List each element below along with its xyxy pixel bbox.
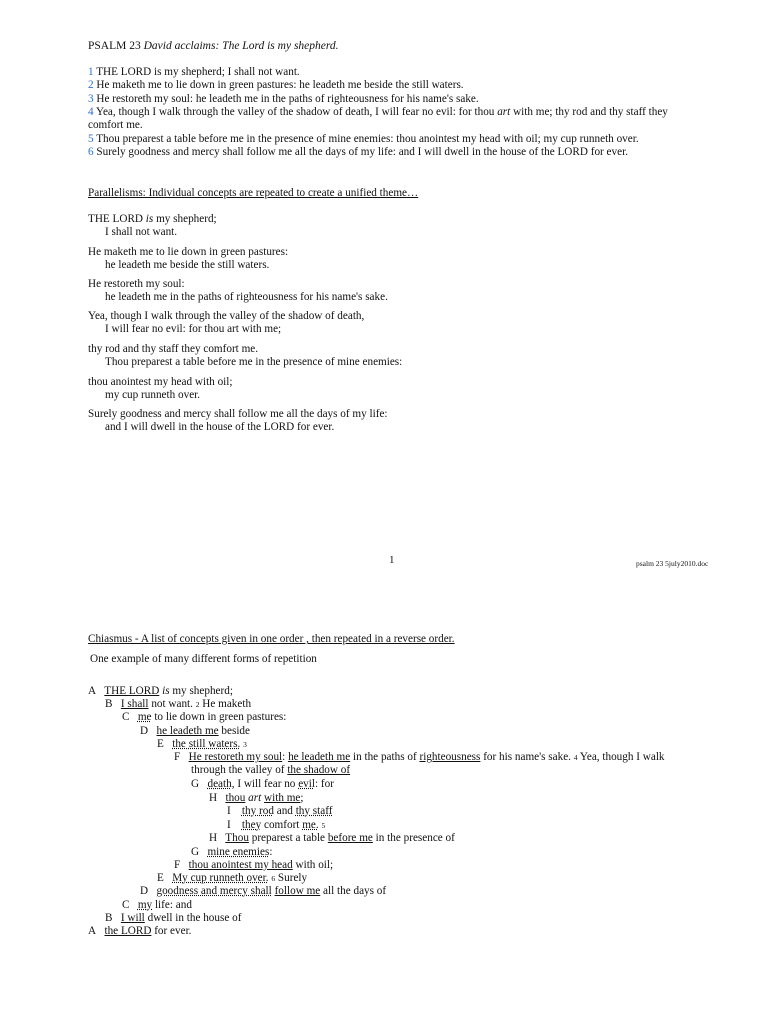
text: preparest a table — [251, 832, 326, 844]
verse-number: 5 — [321, 821, 326, 830]
psalm-title: PSALM 23 — [88, 40, 141, 52]
verse-number: 5 — [88, 133, 94, 145]
parallelisms-heading: Parallelisms: Individual concepts are repeated to create a unified theme… — [88, 187, 419, 199]
chiasmus-letter: D — [140, 885, 149, 897]
text: through the valley of — [191, 764, 285, 776]
verse-number: 3 — [243, 740, 247, 749]
text: , I will fear no — [231, 778, 296, 790]
underlined-text: Thou — [225, 832, 249, 844]
chiasmus-line — [157, 872, 307, 885]
verse-number: 6 — [88, 146, 94, 158]
verse-3 — [88, 93, 479, 106]
underlined-text: me. — [302, 819, 319, 831]
page-title — [88, 40, 339, 53]
file-name: psalm 23 5july2010.doc — [636, 559, 709, 568]
verse-number: 2 — [195, 700, 200, 709]
text: beside — [221, 725, 250, 737]
chiasmus-line — [105, 912, 241, 925]
chiasmus-letter: G — [191, 846, 200, 858]
text: to lie down in green pastures: — [154, 711, 287, 723]
text: all the days of — [323, 885, 387, 897]
text: my shepherd; — [172, 685, 233, 697]
text: Surely — [277, 872, 308, 884]
parallel-line-a: He restoreth my soul: — [88, 278, 185, 290]
chiasmus-line — [140, 725, 250, 738]
text: with oil; — [295, 859, 334, 871]
text: for his name's sake. — [483, 751, 571, 763]
parallel-line-a: thou anointest my head with oil; — [88, 376, 233, 388]
parallel-line-a: Yea, though I walk through the valley of the shadow of death, — [88, 310, 365, 322]
chiasmus-line — [88, 925, 191, 938]
verse-text: Surely goodness and mercy shall follow me all the days of my life: and I will dwell in the house of the LORD for ever. — [96, 146, 628, 158]
text: : — [269, 846, 273, 858]
verse-number: 4 — [573, 753, 578, 762]
chiasmus-line — [174, 859, 333, 872]
text: dwell in the house of — [147, 912, 242, 924]
underlined-text: the still waters. — [172, 738, 241, 750]
chiasmus-letter: A — [88, 685, 97, 697]
chiasmus-line — [174, 751, 665, 764]
verse-text: THE LORD is my shepherd; I shall not want. — [96, 66, 300, 78]
underlined-text: He restoreth my soul — [188, 751, 283, 763]
chiasmus-letter: H — [209, 792, 218, 804]
chiasmus-line — [122, 711, 286, 724]
verse-text: He restoreth my soul: he leadeth me in the paths of righteousness for his name's sake. — [96, 93, 479, 105]
verse-number: 3 — [88, 93, 94, 105]
underlined-text: evil — [298, 778, 315, 790]
chiasmus-letter: B — [105, 912, 113, 924]
chiasmus-letter: F — [174, 751, 181, 763]
underlined-text: THE LORD — [104, 685, 160, 697]
text: Yea, though I walk — [579, 751, 665, 763]
text: comfort — [263, 819, 300, 831]
text: in the paths of — [352, 751, 417, 763]
chiasmus-letter: C — [122, 711, 130, 723]
text: for ever. — [154, 925, 192, 937]
text: not want. — [151, 698, 193, 710]
chiasmus-letter: G — [191, 778, 200, 790]
psalm-subtitle: David acclaims: The Lord is my shepherd. — [143, 40, 339, 52]
chiasmus-line — [88, 685, 233, 698]
text-italic: art — [248, 792, 262, 804]
parallel-line-a: thy rod and thy staff they comfort me. — [88, 343, 259, 355]
verse-4-continued — [88, 119, 143, 132]
text-italic: is — [162, 685, 170, 697]
parallel-line-b: he leadeth me in the paths of righteousness for his name's sake. — [105, 291, 388, 303]
text: : — [282, 751, 286, 763]
page-number: 1 — [389, 554, 395, 566]
text: in the presence of — [375, 832, 455, 844]
chiasmus-line — [157, 738, 247, 751]
verse-5 — [88, 133, 639, 146]
underlined-text: thy staff — [295, 805, 333, 817]
chiasmus-letter: E — [157, 872, 164, 884]
text: He maketh — [202, 698, 252, 710]
chiasmus-line — [227, 805, 332, 818]
underlined-text: the LORD — [104, 925, 152, 937]
verse-4 — [88, 106, 668, 119]
chiasmus-line — [191, 778, 334, 791]
verse-text: Yea, though I walk through the valley of the shadow of death, I will fear no evil: for thou — [95, 106, 495, 118]
text: THE LORD — [88, 213, 143, 225]
parallel-line-b: Thou preparest a table before me in the presence of mine enemies: — [105, 356, 403, 368]
parallel-line-a: He maketh me to lie down in green pastures: — [88, 246, 289, 258]
parallel-line-b: I will fear no evil: for thou art with me; — [105, 323, 282, 335]
underlined-text: he leadeth me — [156, 725, 219, 737]
chiasmus-line — [209, 832, 455, 845]
parallel-line-b: my cup runneth over. — [105, 389, 201, 401]
underlined-text: death — [207, 778, 232, 790]
chiasmus-line — [140, 885, 386, 898]
underlined-text: goodness and mercy shall — [156, 885, 272, 897]
chiasmus-heading: Chiasmus - A list of concepts given in one order , then repeated in a reverse order. — [88, 633, 455, 645]
verse-text: He maketh me to lie down in green pastures: he leadeth me beside the still waters. — [96, 79, 464, 91]
underlined-text: they — [241, 819, 262, 831]
underlined-text: righteousness — [419, 751, 481, 763]
verse-number: 4 — [88, 106, 94, 118]
chiasmus-line — [227, 819, 325, 832]
parallel-line-b: I shall not want. — [105, 226, 178, 238]
verse-number: 1 — [88, 66, 94, 78]
underlined-text: I shall — [120, 698, 149, 710]
verse-text-italic: art — [497, 106, 511, 118]
verse-text: with me; thy rod and thy staff they — [513, 106, 668, 118]
verse-text: Thou preparest a table before me in the presence of mine enemies: thou anointest my head with oil; my cup runneth over. — [96, 133, 639, 145]
verse-number: 6 — [271, 874, 276, 883]
chiasmus-letter: I — [227, 819, 231, 831]
verse-text: comfort me. — [88, 119, 143, 131]
underlined-text: My cup runneth over. — [172, 872, 269, 884]
underlined-text: with me — [264, 792, 301, 804]
underlined-text: my — [137, 899, 153, 911]
verse-2 — [88, 79, 464, 92]
underlined-text: before me — [327, 832, 373, 844]
chiasmus-note: One example of many different forms of repetition — [90, 653, 317, 665]
underlined-text: I will — [120, 912, 145, 924]
chiasmus-letter: I — [227, 805, 231, 817]
chiasmus-line-continued — [191, 764, 350, 777]
text: : for — [314, 778, 334, 790]
text: ; — [300, 792, 304, 804]
chiasmus-line — [105, 698, 251, 711]
underlined-text: thou anointest my head — [188, 859, 293, 871]
underlined-text: thou — [225, 792, 246, 804]
chiasmus-letter: B — [105, 698, 113, 710]
text: life: and — [154, 899, 192, 911]
text: and — [276, 805, 293, 817]
underlined-text: he leadeth me — [288, 751, 351, 763]
parallel-line-a — [88, 213, 217, 226]
chiasmus-letter: C — [122, 899, 130, 911]
parallel-line-b: he leadeth me beside the still waters. — [105, 259, 270, 271]
underlined-text: follow me — [274, 885, 321, 897]
underlined-text: thy rod — [241, 805, 274, 817]
underlined-text: mine enemies — [207, 846, 270, 858]
text: my shepherd; — [156, 213, 217, 225]
chiasmus-letter: D — [140, 725, 149, 737]
chiasmus-line — [191, 846, 272, 859]
chiasmus-letter: F — [174, 859, 181, 871]
underlined-text: the shadow of — [287, 764, 351, 776]
chiasmus-letter: A — [88, 925, 97, 937]
verse-1 — [88, 66, 300, 79]
underlined-text: me — [137, 711, 152, 723]
chiasmus-line — [122, 899, 192, 912]
chiasmus-line — [209, 792, 304, 805]
text-italic: is — [145, 213, 154, 225]
parallel-line-a: Surely goodness and mercy shall follow me all the days of my life: — [88, 408, 388, 420]
chiasmus-letter: H — [209, 832, 218, 844]
verse-6 — [88, 146, 628, 159]
chiasmus-letter: E — [157, 738, 164, 750]
verse-number: 2 — [88, 79, 94, 91]
parallel-line-b: and I will dwell in the house of the LORD for ever. — [105, 421, 335, 433]
